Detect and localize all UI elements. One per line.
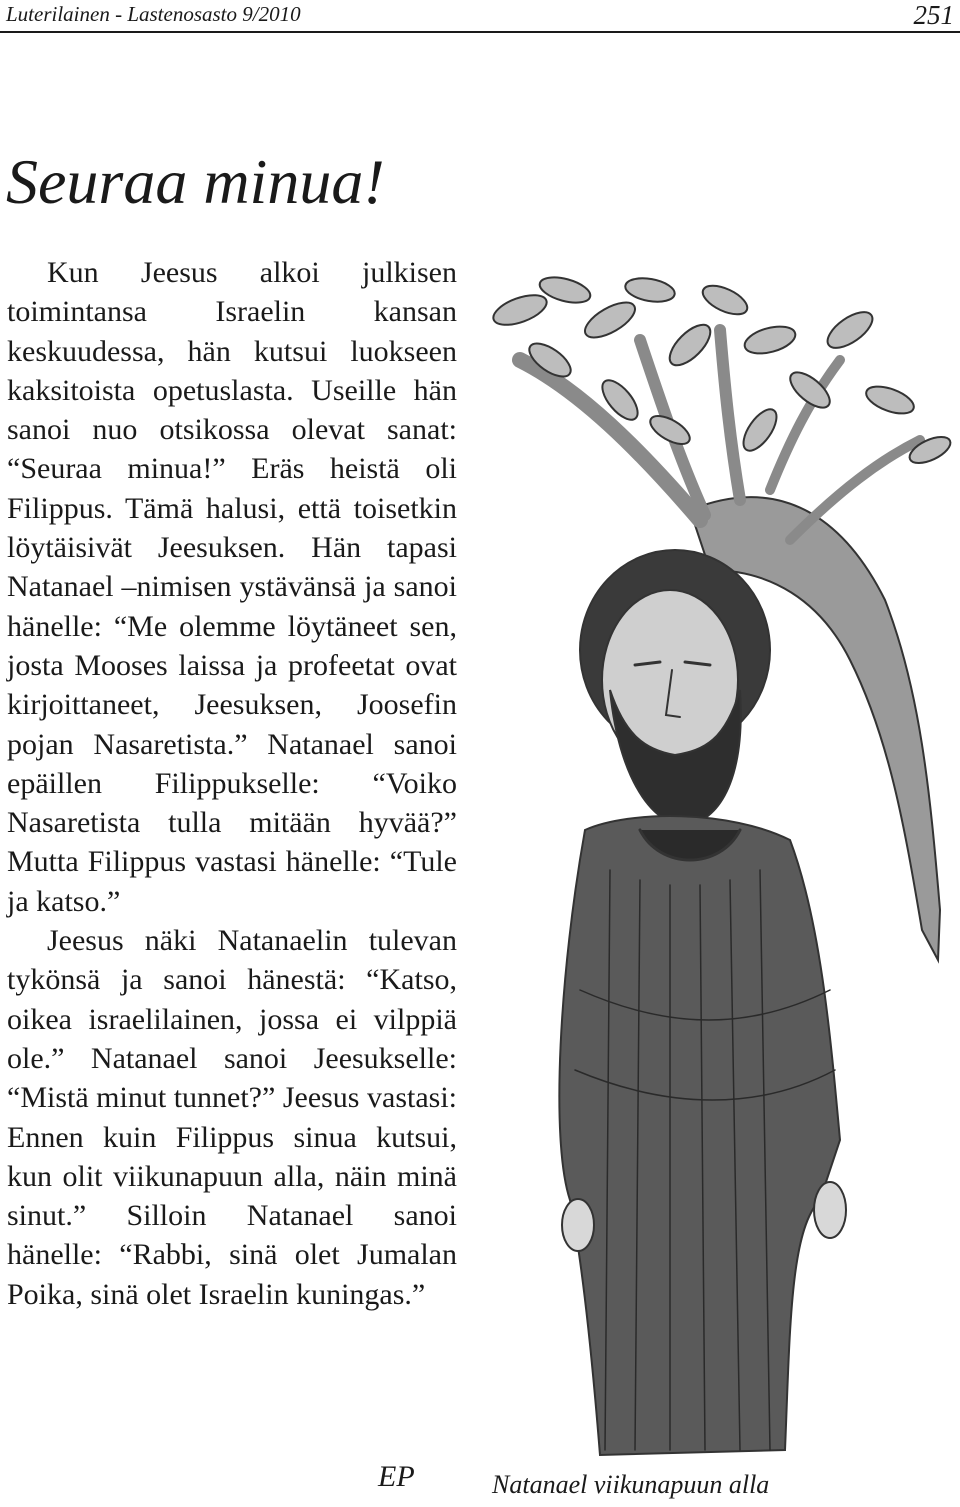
author-signature: EP (378, 1460, 415, 1493)
publication-title: Luterilainen - Lastenosasto 9/2010 (6, 2, 301, 26)
article-title: Seuraa minua! (6, 146, 385, 217)
article-paragraph-1: Kun Jeesus alkoi julkisen toimintansa Israelin kansan keskuudessa, hän kutsui luokseen kaksitoista opetuslasta. Useille hän sanoi nuo otsikossa olevat sanat: “Seuraa minua!” Eräs heistä oli Filippus. Tämä halusi, että toisetkin löytäisivät Jeesuksen. Hän tapasi Natanael –nimisen ystävänsä ja sanoi hänelle: “Me olemme löytäneet sen, josta Mooses laissa ja profeetat ovat kirjoittaneet, Jeesuksen, Joosefin pojan Nasaretista.” Natanael sanoi epäillen Filippukselle: “Voiko Nasaretista tulla mitään hyvää?” Mutta Filippus vastasi hänelle: “Tule ja katso.” (7, 256, 457, 918)
natanael-fig-tree-illustration (490, 270, 960, 1465)
article-body (7, 253, 457, 1314)
page-number: 251 (913, 0, 954, 30)
article-paragraph-2: Jeesus näki Natanaelin tulevan tykönsä ja sanoi hänestä: “Katso, oikea israelilainen, jossa ei vilppiä ole.” Natanael sanoi Jeesukselle: “Mistä minut tunnet?” Jeesus vastasi: Ennen kuin Filippus sinua kutsui, kun olit viikunapuun alla, näin minä sinut.” Silloin Natanael sanoi hänelle: “Rabbi, sinä olet Jumalan Poika, sinä olet Israelin kuningas.” (7, 924, 457, 1311)
page-header (0, 0, 960, 34)
header-divider (0, 31, 960, 33)
illustration-caption: Natanael viikunapuun alla (492, 1470, 770, 1499)
